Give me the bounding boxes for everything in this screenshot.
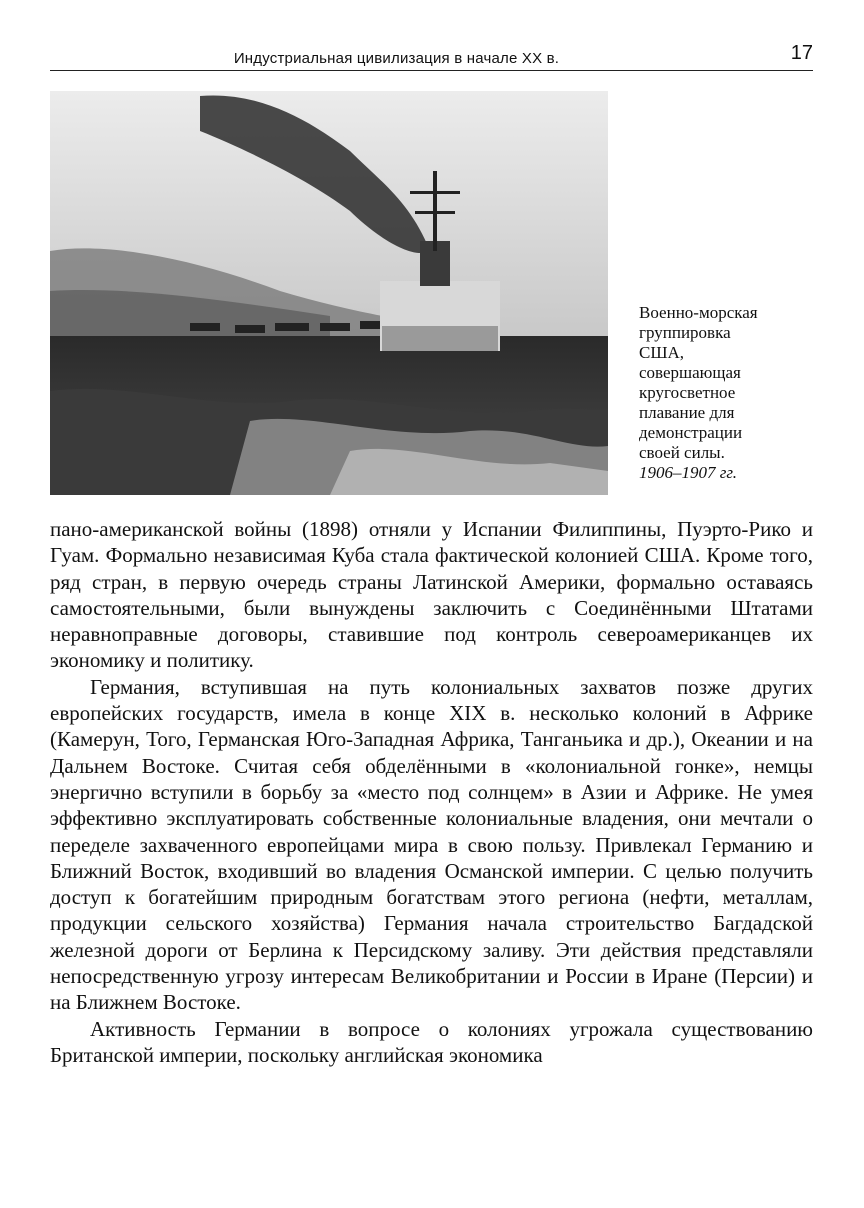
page-number: 17 (790, 42, 813, 64)
caption-line: демонстрации (639, 423, 743, 442)
caption-line: плавание для (639, 403, 735, 422)
paragraph: Германия, вступившая на путь колониальных захватов позже других европейских государств, имела в конце XIX в. несколько колоний в Африке (Камерун, Того, Германская Юго-Западная Африка, Танганьика и др.), Океании и на Дальнем Востоке. Считая себя обделёнными в «колониальной гонке», немцы энергично вступили в борьбу за «место под солнцем» в Азии и Африке. Не умея эффективно эксплуатировать собственные колониальные владения, они мечтали о переделе захваченного европейцами мира в свою пользу. Привлекал Германию и Ближний Восток, входивший во владения Османской империи. С целью получить доступ к богатейшим природным богатствам этого региона (нефти, металлам, продукции сельского хозяйства) Германия начала строительство Багдадской железной дороги от Берлина к Персидскому заливу. Эти действия представляли непосредственную угрозу интересам Великобритании и России в Иране (Персии) и на Ближнем Востоке. (50, 674, 813, 1015)
caption-line: группировка (639, 323, 731, 342)
caption-line: своей силы. (639, 443, 725, 462)
caption-date: 1906–1907 гг. (639, 463, 738, 482)
header-title: Индустриальная цивилизация в начале XX в. (233, 50, 560, 67)
caption-line: Военно-морская (639, 303, 758, 322)
paragraph: Активность Германии в вопросе о колониях угрожала существованию Британской империи, поскольку английская экономика (50, 1016, 813, 1067)
running-header (50, 40, 813, 71)
naval-squadron-photo (50, 91, 608, 495)
figure-caption (639, 303, 809, 483)
caption-line: США, (639, 343, 685, 362)
caption-line: совершающая (639, 363, 741, 382)
body-text (50, 516, 813, 1068)
paragraph: пано-американской войны (1898) отняли у Испании Филиппины, Пуэрто-Рико и Гуам. Формально независимая Куба стала фактической колонией США. Кроме того, ряд стран, в первую очередь страны Латинской Америки, формально оставаясь самостоятельными, были вынуждены заключить с Соединёнными Штатами неравноправные договоры, ставившие под контроль североамериканцев их экономику и политику. (50, 517, 813, 673)
caption-line: кругосветное (639, 383, 736, 402)
